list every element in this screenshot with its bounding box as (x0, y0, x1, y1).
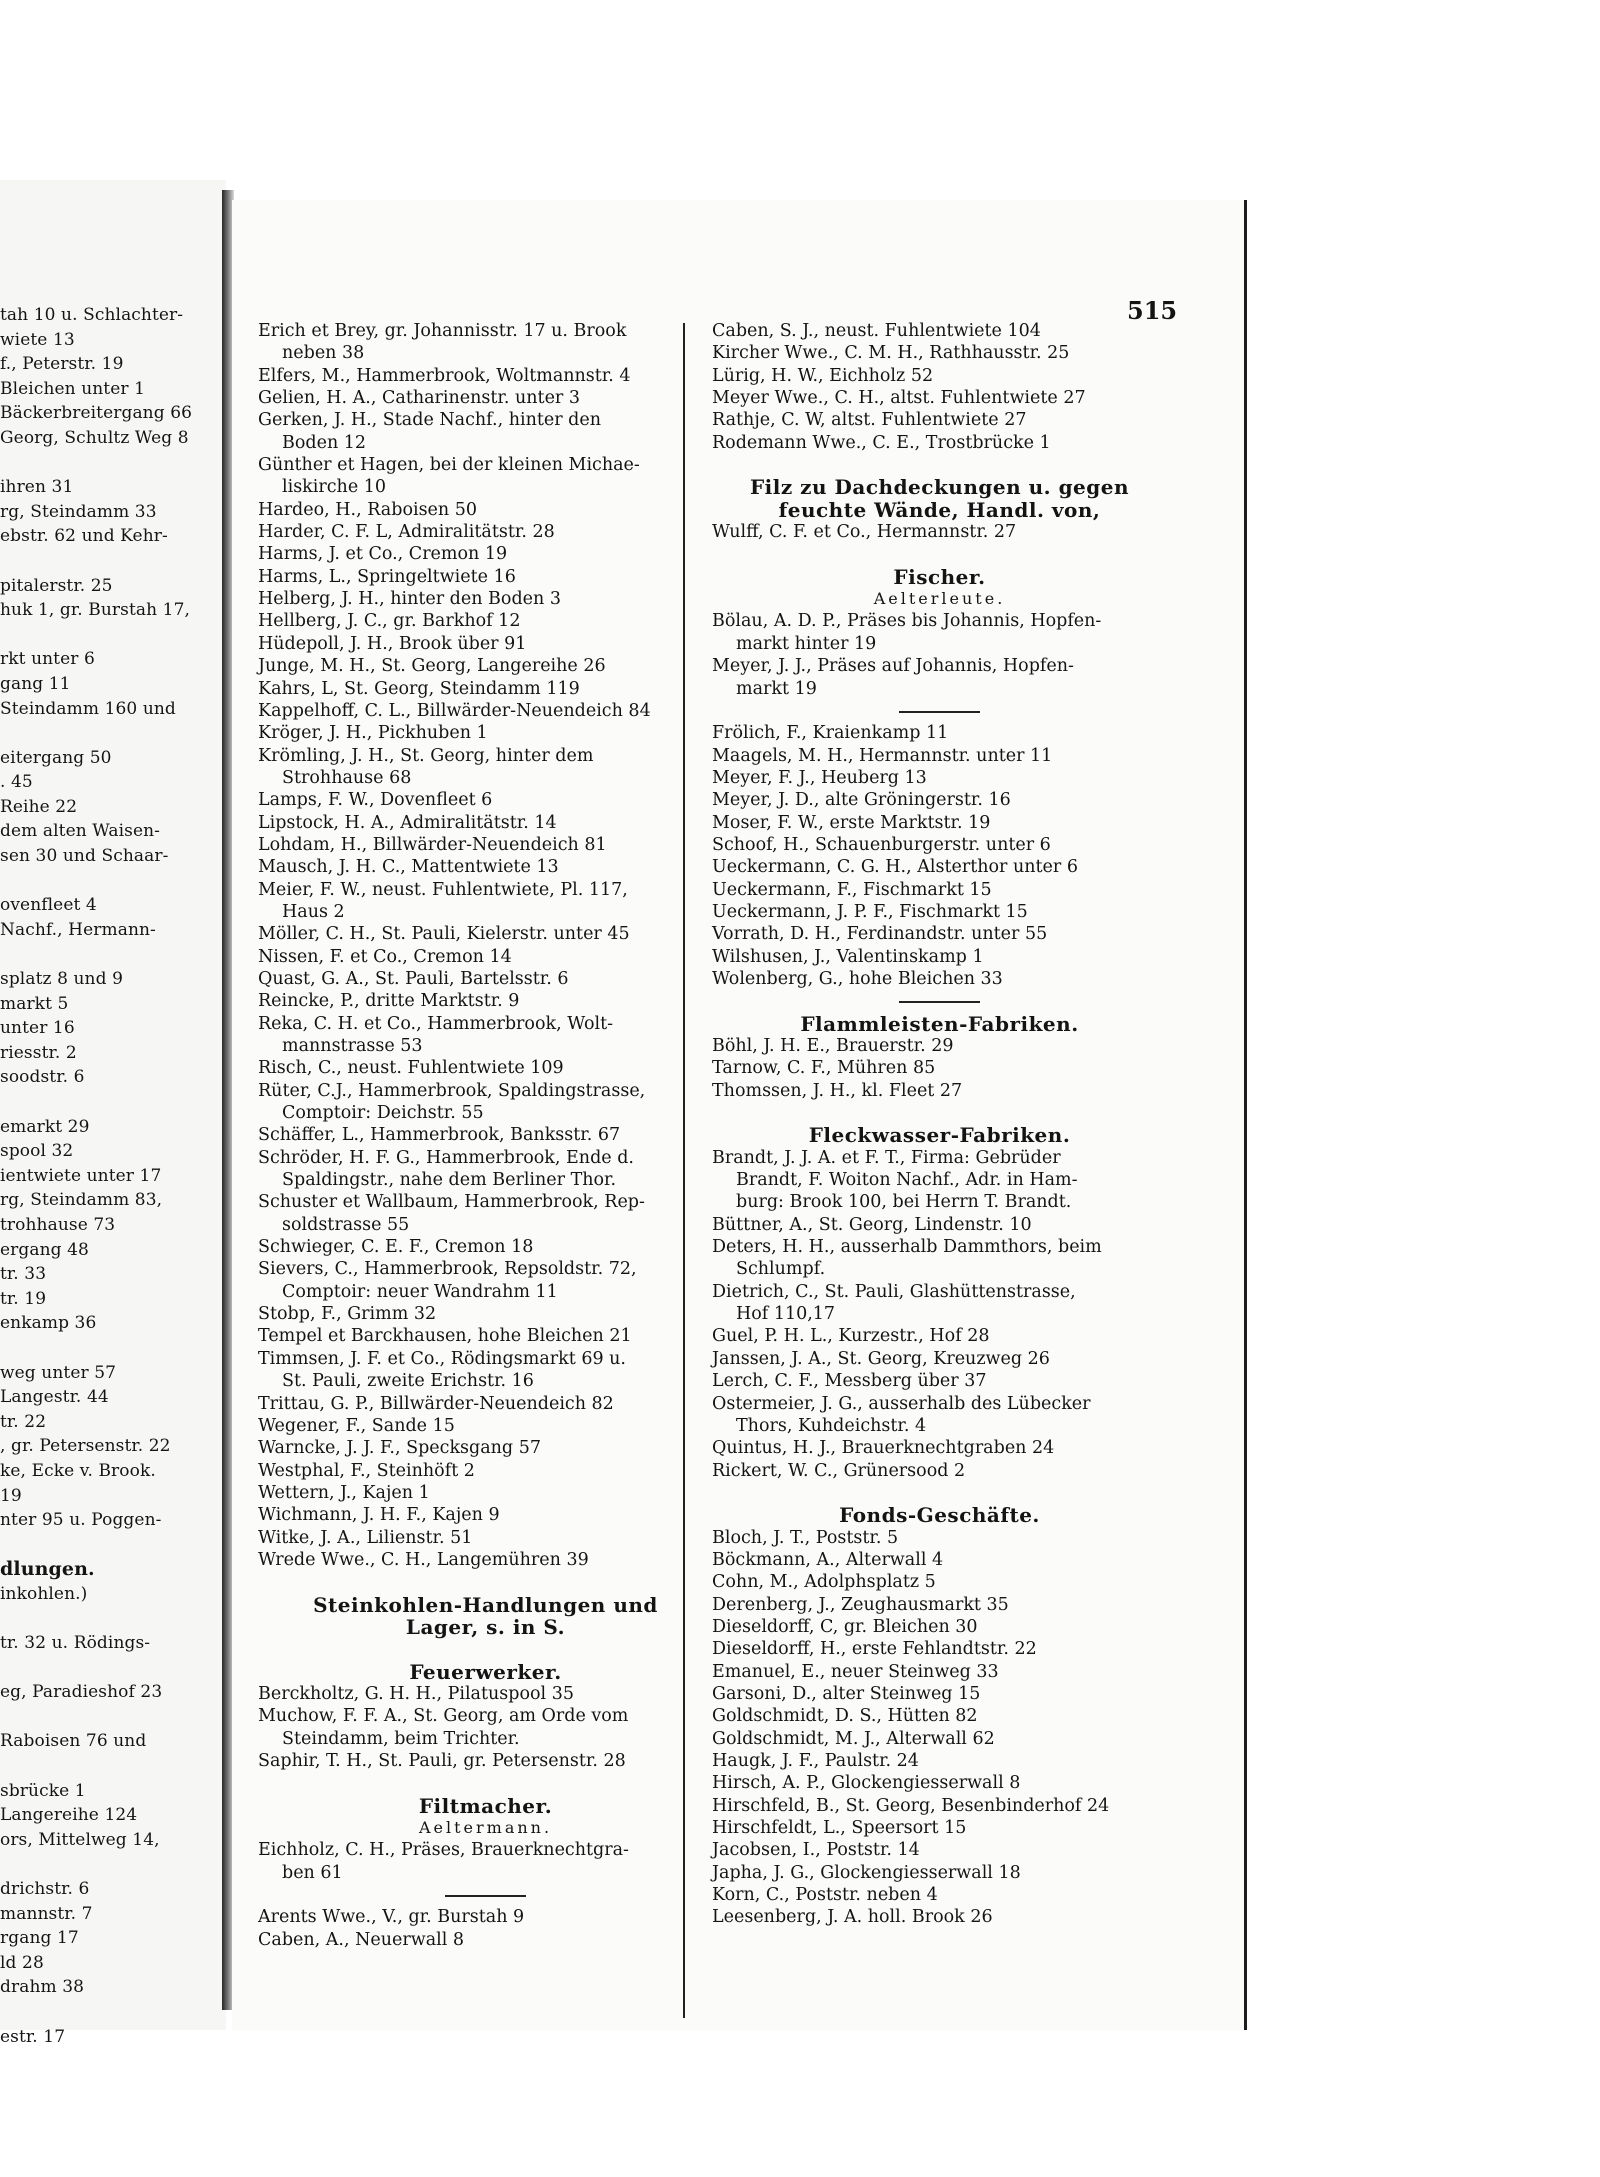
directory-entry: Harder, C. F. L, Admiralitätstr. 28 (258, 522, 555, 543)
directory-entry: Dieseldorff, H., erste Fehlandtstr. 22 (712, 1639, 1037, 1660)
directory-entry: Schröder, H. F. G., Hammerbrook, Ende d. (258, 1147, 634, 1168)
directory-entry: Bloch, J. T., Poststr. 5 (712, 1527, 899, 1548)
directory-entry: rkt unter 6 (0, 649, 95, 670)
directory-entry: markt 5 (0, 993, 69, 1014)
directory-entry: Meyer Wwe., C. H., altst. Fuhlentwiete 27 (712, 388, 1086, 409)
directory-entry: drichstr. 6 (0, 1879, 90, 1899)
directory-entry: Stobp, F., Grimm 32 (258, 1304, 437, 1325)
directory-entry: riesstr. 2 (0, 1042, 77, 1063)
directory-entry: gang 11 (0, 673, 71, 694)
directory-entry: Langereihe 124 (0, 1805, 138, 1826)
directory-entry: mannstr. 7 (0, 1903, 93, 1924)
directory-entry: Lipstock, H. A., Admiralitätstr. 14 (258, 812, 557, 833)
directory-entry: Reka, C. H. et Co., Hammerbrook, Wolt- (258, 1013, 614, 1034)
directory-entry (0, 1754, 216, 1779)
directory-entry: Hüdepoll, J. H., Brook über 91 (258, 633, 527, 654)
directory-entry: Westphal, F., Steinhöft 2 (258, 1460, 475, 1481)
directory-entry: Meier, F. W., neust. Fuhlentwiete, Pl. 117, (258, 879, 628, 900)
directory-entry: ihren 31 (0, 477, 74, 498)
directory-entry: Wrede Wwe., C. H., Langemühren 39 (258, 1549, 589, 1570)
entry-continuation: Thors, Kuhdeichstr. 4 (736, 1415, 927, 1436)
directory-entry: Bleichen unter 1 (0, 378, 146, 399)
directory-entry: Warncke, J. J. F., Specksgang 57 (258, 1438, 541, 1459)
directory-entry: Hellberg, J. C., gr. Barkhof 12 (258, 611, 521, 632)
directory-entry: Berckholtz, G. H. H., Pilatuspool 35 (258, 1683, 574, 1704)
directory-entry: Muchow, F. F. A., St. Georg, am Orde vom (258, 1706, 629, 1727)
directory-entry: Sievers, C., Hammerbrook, Repsoldstr. 72, (258, 1259, 637, 1280)
directory-entry: Kircher Wwe., C. M. H., Rathhausstr. 25 (712, 343, 1070, 364)
directory-entry: Hirschfeldt, L., Speersort 15 (712, 1818, 967, 1839)
section-subheading: Aeltermann. (418, 1818, 553, 1838)
directory-entry: spool 32 (0, 1141, 74, 1162)
directory-entry: Janssen, J. A., St. Georg, Kreuzweg 26 (712, 1348, 1050, 1369)
directory-entry: tr. 32 u. Rödings- (0, 1633, 151, 1654)
section-heading: feuchte Wände, Handl. von, (778, 497, 1101, 522)
directory-entry (0, 721, 216, 746)
column-divider (683, 323, 685, 2018)
directory-entry: Leesenberg, J. A. holl. Brook 26 (712, 1907, 993, 1928)
directory-entry (0, 1705, 216, 1730)
page-number: 515 (1127, 296, 1178, 325)
directory-entry: enkamp 36 (0, 1313, 97, 1334)
section-heading: Lager, s. in S. (405, 1614, 566, 1639)
directory-entry: Harms, L., Springeltwiete 16 (258, 566, 516, 587)
directory-entry: Kahrs, L, St. Georg, Steindamm 119 (258, 678, 580, 699)
directory-entry: Korn, C., Poststr. neben 4 (712, 1885, 938, 1906)
entry-continuation: liskirche 10 (282, 477, 387, 498)
directory-entry: Kappelhoff, C. L., Billwärder-Neuendeich 84 (258, 700, 651, 721)
directory-entry: Rickert, W. C., Grünersood 2 (712, 1460, 966, 1481)
directory-entry: wiete 13 (0, 329, 75, 350)
entry-continuation: Boden 12 (282, 432, 367, 453)
directory-entry: Büttner, A., St. Georg, Lindenstr. 10 (712, 1214, 1032, 1235)
section-heading: Filz zu Dachdeckungen u. gegen (749, 475, 1130, 500)
directory-entry: Maagels, M. H., Hermannstr. unter 11 (712, 745, 1053, 766)
directory-entry: Bäckerbreitergang 66 (0, 403, 193, 424)
directory-entry: Timmsen, J. F. et Co., Rödingsmarkt 69 u. (258, 1348, 626, 1369)
directory-entry (0, 1336, 216, 1361)
directory-entry: Meyer, J. D., alte Gröningerstr. 16 (712, 790, 1011, 811)
directory-entry: Wilshusen, J., Valentinskamp 1 (712, 946, 984, 967)
directory-entry (0, 623, 216, 648)
directory-entry: Steindamm 160 und (0, 698, 176, 719)
directory-entry: Hirschfeld, B., St. Georg, Besenbinderhof 24 (712, 1795, 1110, 1816)
directory-entry: Dietrich, C., St. Pauli, Glashüttenstrasse, (712, 1281, 1076, 1302)
directory-entry: ovenfleet 4 (0, 895, 97, 916)
directory-entry: Wulff, C. F. et Co., Hermannstr. 27 (712, 522, 1017, 543)
directory-entry: Trittau, G. P., Billwärder-Neuendeich 82 (258, 1393, 614, 1414)
directory-entry: rgang 17 (0, 1928, 79, 1949)
section-heading: Feuerwerker. (409, 1659, 562, 1684)
directory-entry: Witke, J. A., Lilienstr. 51 (258, 1527, 473, 1548)
directory-entry: nter 95 u. Poggen- (0, 1510, 162, 1531)
entry-continuation: Comptoir: neuer Wandrahm 11 (282, 1281, 558, 1302)
directory-entry: trohhause 73 (0, 1214, 116, 1235)
directory-entry: Günther et Hagen, bei der kleinen Michae- (258, 455, 640, 476)
directory-entry: Mausch, J. H. C., Mattentwiete 13 (258, 857, 559, 878)
directory-entry: Risch, C., neust. Fuhlentwiete 109 (258, 1058, 564, 1079)
directory-entry: weg unter 57 (0, 1362, 117, 1383)
directory-entry: Hirsch, A. P., Glockengiesserwall 8 (712, 1773, 1021, 1794)
directory-entry: Reincke, P., dritte Marktstr. 9 (258, 991, 520, 1012)
directory-entry: Goldschmidt, D. S., Hütten 82 (712, 1706, 978, 1727)
directory-entry: Tempel et Barckhausen, hohe Bleichen 21 (258, 1326, 632, 1347)
directory-entry: Gerken, J. H., Stade Nachf., hinter den (258, 410, 602, 431)
directory-entry: tah 10 u. Schlachter- (0, 305, 184, 325)
directory-entry: Wichmann, J. H. F., Kajen 9 (258, 1505, 500, 1526)
directory-entry: Schwieger, C. E. F., Cremon 18 (258, 1237, 534, 1258)
directory-entry: inkohlen.) (0, 1583, 88, 1604)
directory-entry: Brandt, J. J. A. et F. T., Firma: Gebrüder (712, 1147, 1061, 1168)
section-heading: Fischer. (893, 564, 986, 589)
directory-entry: Ueckermann, C. G. H., Alsterthor unter 6 (712, 857, 1078, 878)
directory-entry: 19 (0, 1485, 22, 1506)
directory-entry: Thomssen, J. H., kl. Fleet 27 (712, 1080, 963, 1101)
directory-entry: eg, Paradieshof 23 (0, 1682, 163, 1703)
directory-entry: Quintus, H. J., Brauerknechtgraben 24 (712, 1438, 1055, 1459)
directory-entry: Erich et Brey, gr. Johannisstr. 17 u. Brook (258, 321, 627, 341)
directory-entry: Elfers, M., Hammerbrook, Woltmannstr. 4 (258, 365, 631, 386)
directory-entry: Lerch, C. F., Messberg über 37 (712, 1371, 987, 1392)
directory-entry: f., Peterstr. 19 (0, 354, 124, 375)
directory-entry: Nachf., Hermann- (0, 919, 156, 940)
separator-rule (258, 1884, 713, 1906)
directory-entry: sen 30 und Schaar- (0, 846, 169, 867)
blank-line (712, 543, 1167, 565)
blank-line (712, 1102, 1167, 1124)
directory-entry: tr. 22 (0, 1411, 47, 1432)
directory-entry: ientwiete unter 17 (0, 1165, 162, 1186)
separator-rule (712, 700, 1167, 722)
section-heading: Steinkohlen-Handlungen und (313, 1592, 658, 1617)
entry-continuation: mannstrasse 53 (282, 1036, 423, 1056)
directory-entry: ld 28 (0, 1952, 44, 1973)
directory-entry: Quast, G. A., St. Pauli, Bartelsstr. 6 (258, 968, 569, 989)
section-heading: Filtmacher. (418, 1793, 553, 1818)
directory-entry: Goldschmidt, M. J., Alterwall 62 (712, 1728, 995, 1749)
directory-entry (0, 2000, 216, 2025)
directory-entry: ors, Mittelweg 14, (0, 1829, 160, 1850)
directory-entry: Wegener, F., Sande 15 (258, 1415, 455, 1436)
directory-entry: Ueckermann, F., Fischmarkt 15 (712, 879, 992, 900)
directory-column-right (712, 320, 1167, 1929)
directory-entry (0, 942, 216, 967)
blank-line (258, 1772, 713, 1794)
separator-rule (712, 990, 1167, 1012)
entry-continuation: ben 61 (282, 1862, 343, 1883)
directory-entry: Rathje, C. W, altst. Fuhlentwiete 27 (712, 410, 1027, 431)
directory-entry: tr. 33 (0, 1264, 47, 1285)
directory-entry: Wettern, J., Kajen 1 (258, 1482, 430, 1503)
directory-entry: emarkt 29 (0, 1116, 90, 1137)
section-heading: dlungen. (0, 1558, 95, 1581)
section-heading: Fonds-Geschäfte. (839, 1503, 1040, 1528)
directory-entry: Meyer, F. J., Heuberg 13 (712, 767, 927, 788)
directory-entry: huk 1, gr. Burstah 17, (0, 600, 191, 621)
directory-entry: Schäffer, L., Hammerbrook, Banksstr. 67 (258, 1125, 621, 1146)
directory-entry: Haugk, J. F., Paulstr. 24 (712, 1751, 919, 1771)
entry-continuation: Hof 110,17 (736, 1304, 836, 1325)
directory-entry (0, 1533, 216, 1558)
directory-entry (0, 1090, 216, 1115)
blank-line (712, 1482, 1167, 1504)
entry-continuation: markt 19 (736, 678, 817, 699)
previous-page-text (0, 303, 216, 2049)
directory-entry: Garsoni, D., alter Steinweg 15 (712, 1683, 981, 1704)
directory-column-left (258, 320, 713, 1951)
section-heading: Flammleisten-Fabriken. (800, 1011, 1079, 1036)
directory-entry (0, 869, 216, 894)
directory-entry: ebstr. 62 und Kehr- (0, 526, 168, 547)
entry-continuation: Haus 2 (282, 901, 345, 922)
directory-entry: Frölich, F., Kraienkamp 11 (712, 723, 949, 744)
directory-entry: pitalerstr. 25 (0, 575, 113, 596)
directory-entry: splatz 8 und 9 (0, 969, 123, 990)
directory-entry: Krömling, J. H., St. Georg, hinter dem (258, 745, 594, 766)
directory-entry: Nissen, F. et Co., Cremon 14 (258, 946, 512, 967)
directory-entry: ke, Ecke v. Brook. (0, 1460, 156, 1481)
entry-continuation: Strohhause 68 (282, 767, 412, 788)
previous-page-fragment (0, 180, 226, 2047)
entry-continuation: neben 38 (282, 343, 365, 364)
directory-entry: Böckmann, A., Alterwall 4 (712, 1549, 944, 1570)
entry-continuation: Spaldingstr., nahe dem Berliner Thor. (282, 1170, 617, 1191)
directory-entry: dem alten Waisen- (0, 821, 161, 842)
directory-entry: Harms, J. et Co., Cremon 19 (258, 544, 508, 565)
directory-entry: estr. 17 (0, 2026, 66, 2047)
blank-line (258, 1638, 713, 1660)
directory-entry: Helberg, J. H., hinter den Boden 3 (258, 589, 561, 610)
directory-entry: Deters, H. H., ausserhalb Dammthors, beim (712, 1237, 1102, 1258)
entry-continuation: Comptoir: Deichstr. 55 (282, 1103, 484, 1124)
directory-entry: Schuster et Wallbaum, Hammerbrook, Rep- (258, 1192, 645, 1213)
directory-entry: Ostermeier, J. G., ausserhalb des Lübecker (712, 1393, 1091, 1414)
directory-entry: tr. 19 (0, 1288, 47, 1309)
directory-entry (0, 1852, 216, 1877)
directory-entry (0, 451, 216, 476)
directory-entry: Vorrath, D. H., Ferdinandstr. unter 55 (712, 924, 1048, 945)
directory-entry: Emanuel, E., neuer Steinweg 33 (712, 1661, 999, 1682)
directory-entry: Rodemann Wwe., C. E., Trostbrücke 1 (712, 432, 1051, 453)
directory-entry: soodstr. 6 (0, 1067, 85, 1088)
entry-continuation: soldstrasse 55 (282, 1214, 410, 1235)
directory-entry: rg, Steindamm 83, (0, 1190, 163, 1211)
directory-entry: Caben, S. J., neust. Fuhlentwiete 104 (712, 321, 1041, 341)
blank-line (712, 454, 1167, 476)
directory-entry: Eichholz, C. H., Präses, Brauerknechtgra- (258, 1840, 629, 1861)
directory-entry: Cohn, M., Adolphsplatz 5 (712, 1572, 936, 1593)
blank-line (258, 1571, 713, 1593)
directory-entry: sbrücke 1 (0, 1780, 86, 1801)
directory-entry: Schoof, H., Schauenburgerstr. unter 6 (712, 834, 1051, 855)
directory-entry: Rüter, C.J., Hammerbrook, Spaldingstrasse, (258, 1080, 646, 1101)
directory-entry: drahm 38 (0, 1977, 85, 1998)
directory-entry: Lohdam, H., Billwärder-Neuendeich 81 (258, 834, 607, 855)
directory-entry: Japha, J. G., Glockengiesserwall 18 (712, 1862, 1021, 1883)
directory-entry: Dieseldorff, C, gr. Bleichen 30 (712, 1616, 978, 1637)
directory-entry: Kröger, J. H., Pickhuben 1 (258, 723, 488, 744)
entry-continuation: Brandt, F. Woiton Nachf., Adr. in Ham- (736, 1170, 1078, 1191)
directory-entry: eitergang 50 (0, 747, 112, 768)
directory-entry: Caben, A., Neuerwall 8 (258, 1929, 465, 1950)
directory-entry: Wolenberg, G., hohe Bleichen 33 (712, 968, 1003, 989)
directory-entry: Bölau, A. D. P., Präses bis Johannis, Hopfen- (712, 611, 1102, 632)
directory-entry: Lürig, H. W., Eichholz 52 (712, 365, 934, 386)
section-subheading: Aelterleute. (873, 589, 1006, 609)
directory-entry: Gelien, H. A., Catharinenstr. unter 3 (258, 388, 580, 409)
directory-entry: Guel, P. H. L., Kurzestr., Hof 28 (712, 1326, 990, 1347)
entry-continuation: St. Pauli, zweite Erichstr. 16 (282, 1371, 534, 1392)
directory-entry: Langestr. 44 (0, 1387, 109, 1408)
entry-continuation: markt hinter 19 (736, 633, 877, 654)
directory-entry: Tarnow, C. F., Mühren 85 (712, 1058, 936, 1079)
directory-entry: unter 16 (0, 1018, 75, 1039)
directory-entry (0, 1606, 216, 1631)
directory-entry: , gr. Petersenstr. 22 (0, 1436, 171, 1457)
directory-entry: Jacobsen, I., Poststr. 14 (712, 1840, 920, 1861)
directory-entry: Arents Wwe., V., gr. Burstah 9 (258, 1907, 525, 1928)
directory-entry: Reihe 22 (0, 796, 78, 817)
directory-entry: Lamps, F. W., Dovenfleet 6 (258, 790, 493, 811)
directory-entry: Böhl, J. H. E., Brauerstr. 29 (712, 1036, 954, 1056)
directory-entry: Möller, C. H., St. Pauli, Kielerstr. unter 45 (258, 924, 630, 945)
directory-entry: . 45 (0, 772, 33, 793)
entry-continuation: Schlumpf. (736, 1259, 826, 1280)
directory-entry (0, 549, 216, 574)
directory-entry: rg, Steindamm 33 (0, 501, 157, 522)
directory-entry: Saphir, T. H., St. Pauli, gr. Petersenstr. 28 (258, 1751, 626, 1771)
directory-entry: Georg, Schultz Weg 8 (0, 427, 189, 448)
directory-entry: Hardeo, H., Raboisen 50 (258, 499, 478, 520)
directory-entry: Moser, F. W., erste Marktstr. 19 (712, 812, 991, 833)
directory-entry: Meyer, J. J., Präses auf Johannis, Hopfen- (712, 656, 1074, 677)
directory-entry: ergang 48 (0, 1239, 89, 1260)
directory-entry: Raboisen 76 und (0, 1731, 147, 1752)
directory-entry: Junge, M. H., St. Georg, Langereihe 26 (258, 656, 606, 677)
directory-entry (0, 1656, 216, 1681)
entry-continuation: burg: Brook 100, bei Herrn T. Brandt. (736, 1192, 1072, 1213)
section-heading: Fleckwasser-Fabriken. (808, 1123, 1071, 1148)
entry-continuation: Steindamm, beim Trichter. (282, 1728, 520, 1749)
directory-entry: Derenberg, J., Zeughausmarkt 35 (712, 1594, 1009, 1615)
directory-entry: Ueckermann, J. P. F., Fischmarkt 15 (712, 901, 1028, 922)
